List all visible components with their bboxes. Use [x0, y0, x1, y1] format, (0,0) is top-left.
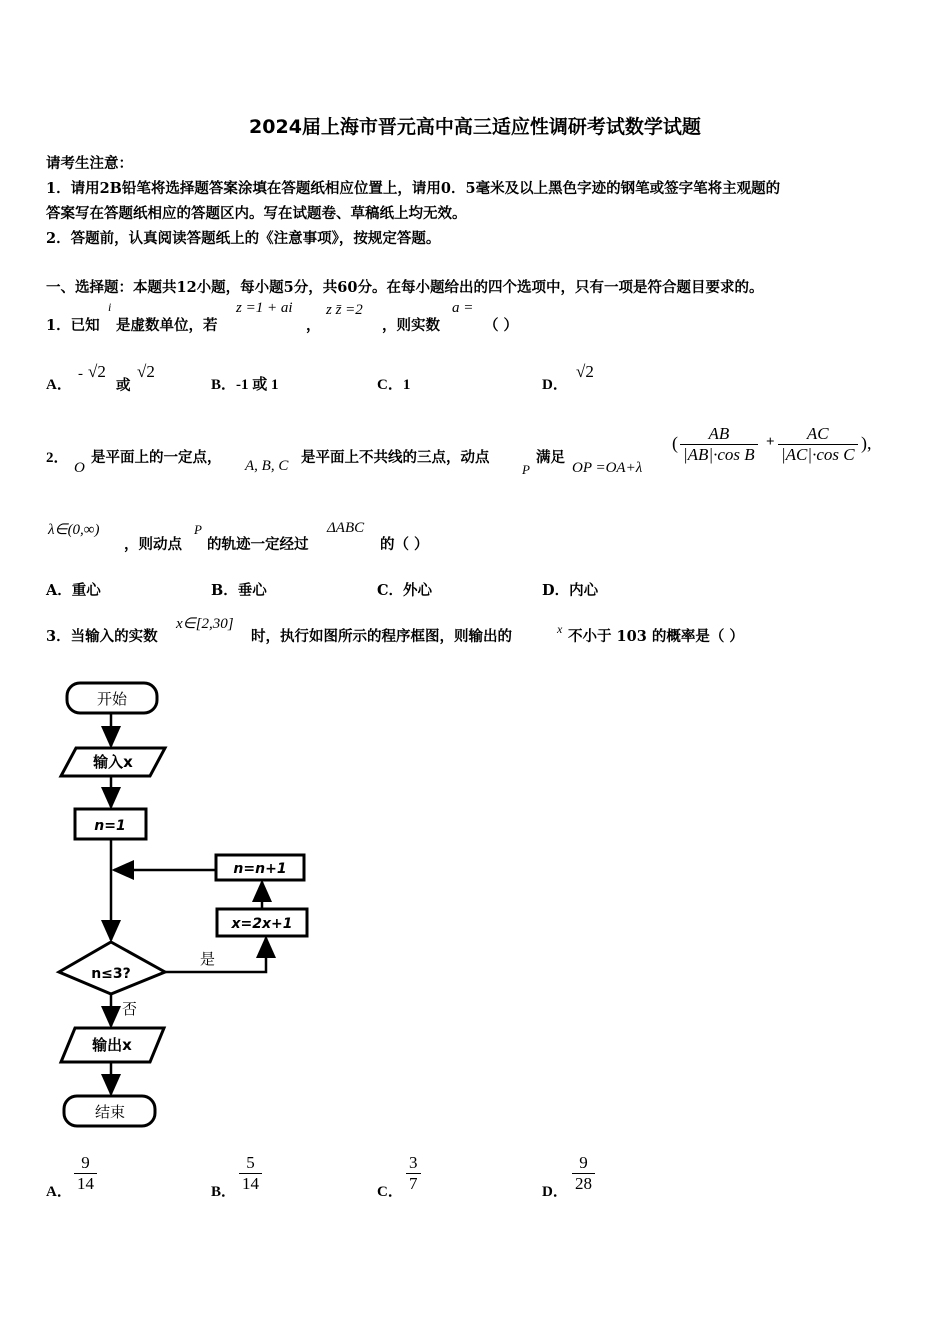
q3-option-b-numerator: 5	[246, 1153, 255, 1172]
q2-points-abc: A, B, C	[245, 458, 289, 474]
q3-range: x∈[2,30]	[176, 616, 234, 632]
q3-option-b-fraction	[239, 1153, 262, 1194]
flow-condition-label: n≤3?	[91, 966, 131, 982]
q1-eq-zz: z z̄ =2	[326, 302, 363, 318]
q1-option-d-label: D．	[542, 377, 568, 393]
flow-start-label: 开始	[96, 690, 128, 708]
flow-input-label: 输入x	[93, 753, 133, 771]
q2-fraction-ab-denominator: |AB|·cos B	[680, 444, 758, 465]
notice-heading: 请考生注意：	[46, 155, 133, 172]
q3-text-1: 时，执行如图所示的程序框图，则输出的	[251, 628, 512, 645]
flow-update-label: x=2x+1	[231, 916, 293, 932]
q2-option-b: B．垂心	[211, 582, 267, 599]
q1-text-1: 是虚数单位，若	[116, 317, 218, 334]
q1-comma: ，	[306, 317, 321, 334]
q2-point-o: O	[74, 460, 85, 476]
q3-option-c-numerator: 3	[409, 1153, 418, 1172]
q2-paren-close: ),	[861, 433, 872, 453]
q2-text-3: 满足	[536, 449, 565, 466]
q1-option-a-label: A．	[46, 377, 72, 393]
q3-option-d-fraction	[572, 1153, 595, 1194]
q2-text-5: 的轨迹一定经过	[207, 536, 309, 553]
flow-arrow-yes	[165, 938, 266, 972]
q3-option-a-denominator: 14	[74, 1173, 97, 1194]
q2-option-d: D．内心	[542, 582, 599, 599]
flow-incr-label: n=n+1	[233, 861, 287, 877]
q2-plus: +	[766, 434, 775, 450]
q2-fraction-ac-numerator: AC	[806, 424, 829, 443]
notice-line-3: 2．答题前，认真阅读答题纸上的《注意事项》，按规定答题。	[46, 230, 441, 247]
q1-number: 1．已知	[46, 317, 100, 334]
q1-option-a-minus: -	[78, 366, 83, 382]
section-heading: 一、选择题：本题共12小题，每小题5分，共60分。在每小题给出的四个选项中，只有一项是符合题目要求的。	[46, 279, 764, 296]
q1-option-a-or: 或	[116, 377, 131, 394]
q2-fraction-ac	[778, 424, 858, 465]
q1-eq-z: z =1 + ai	[236, 300, 293, 316]
q2-lambda-range: λ∈(0,∞)	[48, 522, 100, 538]
q3-option-a-fraction	[74, 1153, 97, 1194]
q2-text-6: 的（ ）	[380, 536, 429, 553]
q1-text-2: ，则实数	[382, 317, 440, 334]
flowchart	[40, 670, 340, 1140]
flow-output-label: 输出x	[92, 1036, 132, 1054]
q2-point-p: P	[522, 462, 530, 477]
q2-text-4: ，则动点	[124, 536, 182, 553]
q2-triangle: ΔABC	[327, 520, 365, 536]
q3-x: x	[557, 622, 563, 636]
q3-option-a-numerator: 9	[81, 1153, 90, 1172]
q2-text-1: 是平面上的一定点，	[91, 449, 222, 466]
q2-text-2: 是平面上不共线的三点，动点	[301, 449, 490, 466]
q2-option-a: A．重心	[46, 582, 101, 599]
q2-fraction-ab	[680, 424, 758, 465]
page-title: 2024届上海市晋元高中高三适应性调研考试数学试题	[249, 116, 701, 138]
flow-yes-label: 是	[200, 950, 216, 968]
flow-no-label: 否	[122, 1000, 138, 1018]
q1-option-a-value-1: √2	[88, 362, 106, 381]
q3-option-c-label: C．	[377, 1184, 403, 1200]
notice-line-1: 1．请用2B铅笔将选择题答案涂填在答题纸相应位置上，请用0．5毫米及以上黑色字迹的钢笔或签字笔将主观题的	[46, 180, 781, 197]
q3-option-d-label: D．	[542, 1184, 568, 1200]
q3-option-b-denominator: 14	[239, 1173, 262, 1194]
q3-text-2: 不小于 103 的概率是（ ）	[568, 628, 744, 645]
q3-option-c-fraction	[406, 1153, 421, 1194]
q2-point-p-2: P	[194, 522, 202, 537]
q2-fraction-ac-denominator: |AC|·cos C	[778, 444, 858, 465]
q3-option-b-label: B．	[211, 1184, 237, 1200]
q1-option-b: B．-1 或 1	[211, 377, 279, 393]
q1-option-a-value-2: √2	[137, 362, 155, 381]
q1-option-c: C．1	[377, 377, 411, 393]
q3-option-c-denominator: 7	[406, 1173, 421, 1194]
q3-option-d-numerator: 9	[579, 1153, 588, 1172]
q2-equation: OP =OA+λ	[572, 460, 643, 476]
q1-option-d-value: √2	[576, 362, 594, 381]
q3-option-d-denominator: 28	[572, 1173, 595, 1194]
q1-eq-a: a =	[452, 300, 474, 316]
q2-option-c: C．外心	[377, 582, 433, 599]
q2-fraction-ab-numerator: AB	[708, 424, 730, 443]
flow-init-label: n=1	[94, 818, 126, 834]
notice-line-2: 答案写在答题纸相应的答题区内。写在试题卷、草稿纸上均无效。	[46, 205, 467, 222]
q2-number: 2．	[46, 450, 69, 466]
q1-i: i	[108, 300, 112, 314]
q3-number: 3．当输入的实数	[46, 628, 158, 645]
q2-paren-open: (	[672, 433, 678, 453]
q1-paren: （ ）	[484, 317, 519, 334]
q3-option-a-label: A．	[46, 1184, 72, 1200]
flow-end-label: 结束	[94, 1103, 126, 1121]
